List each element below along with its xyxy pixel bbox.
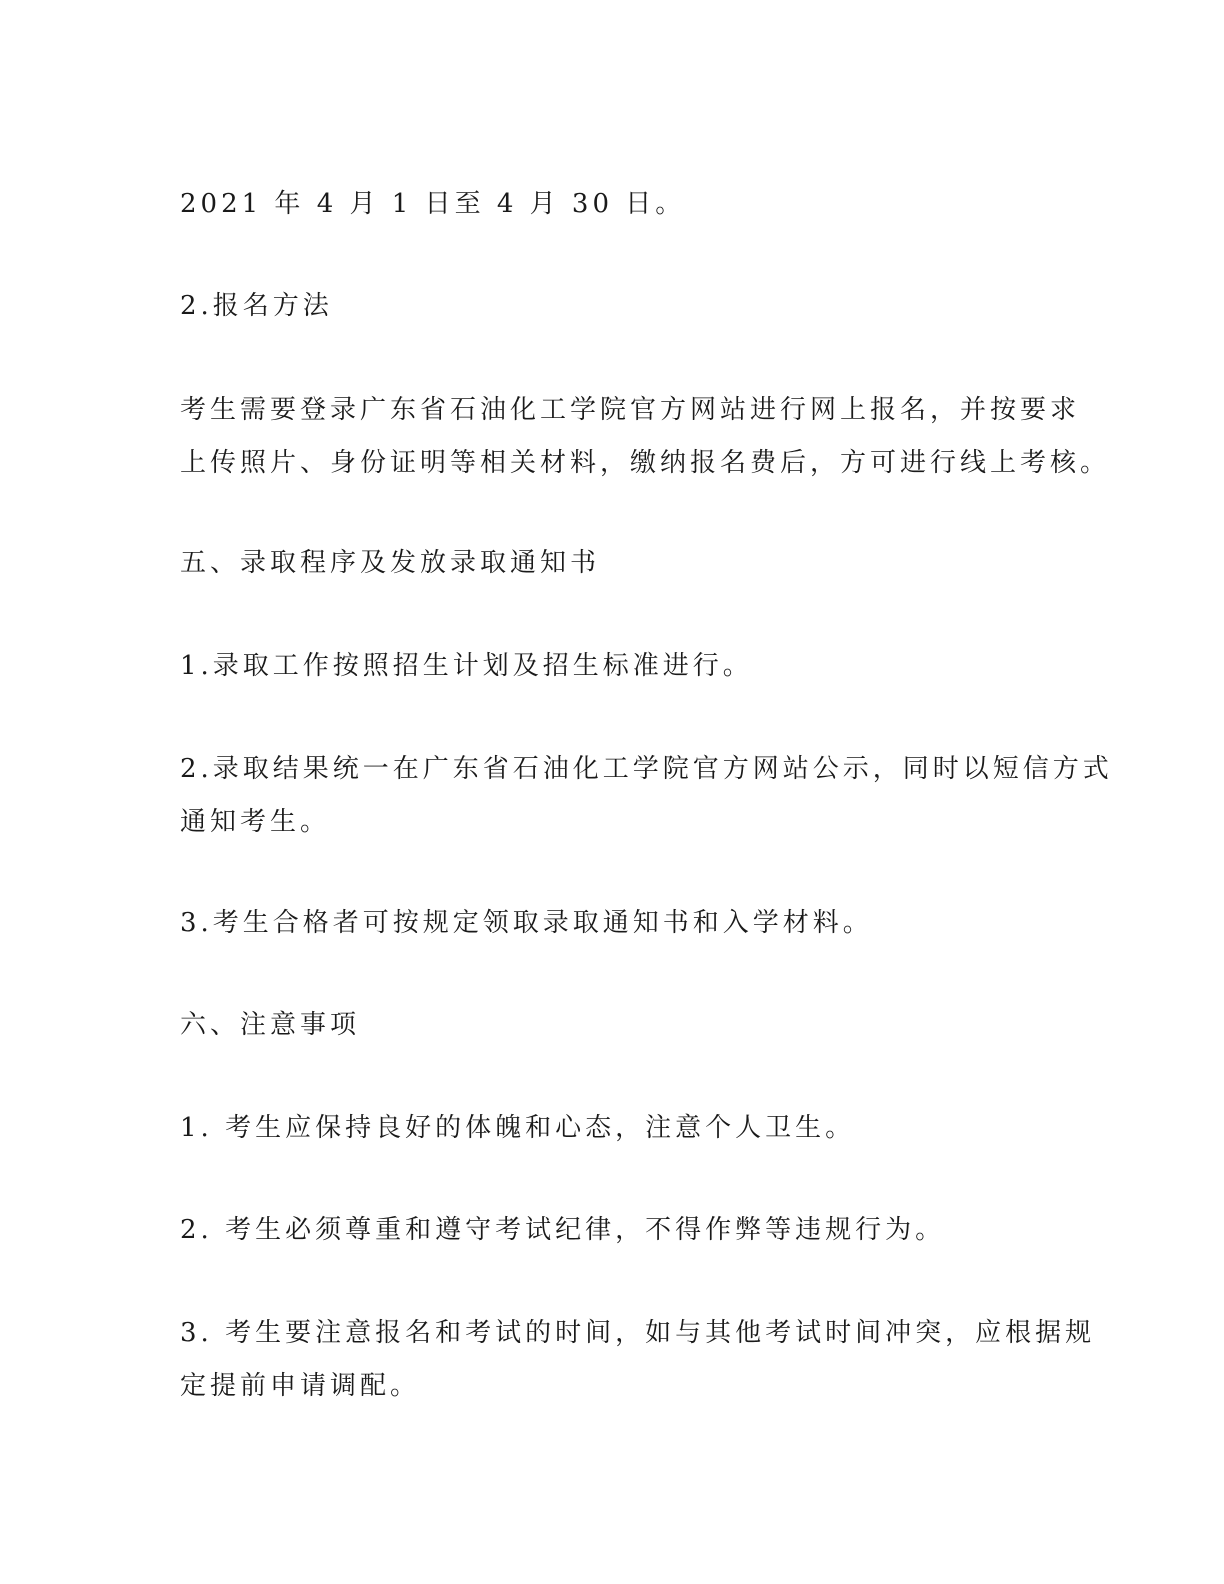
- notes-item-3-line-2: 定提前申请调配。: [180, 1371, 421, 1401]
- admission-item-3: 3.考生合格者可按规定领取录取通知书和入学材料。: [180, 908, 873, 938]
- registration-method-text-line-1: 考生需要登录广东省石油化工学院官方网站进行网上报名，并按要求: [180, 395, 1081, 425]
- section-heading-admission: 五、录取程序及发放录取通知书: [180, 548, 601, 578]
- registration-date-text: 2021 年 4 月 1 日至 4 月 30 日。: [180, 189, 686, 219]
- admission-item-1: 1.录取工作按照招生计划及招生标准进行。: [180, 651, 753, 681]
- section-heading-notes: 六、注意事项: [180, 1010, 361, 1040]
- admission-item-2-line-2: 通知考生。: [180, 807, 331, 837]
- notes-item-2: 2. 考生必须尊重和遵守考试纪律，不得作弊等违规行为。: [180, 1215, 946, 1245]
- notes-item-3-line-1: 3. 考生要注意报名和考试的时间，如与其他考试时间冲突，应根据规: [180, 1318, 1096, 1348]
- notes-item-1: 1. 考生应保持良好的体魄和心态，注意个人卫生。: [180, 1113, 856, 1143]
- section-heading-registration-method: 2.报名方法: [180, 291, 333, 321]
- admission-item-2-line-1: 2.录取结果统一在广东省石油化工学院官方网站公示，同时以短信方式: [180, 754, 1113, 784]
- registration-method-text-line-2: 上传照片、身份证明等相关材料，缴纳报名费后，方可进行线上考核。: [180, 448, 1111, 478]
